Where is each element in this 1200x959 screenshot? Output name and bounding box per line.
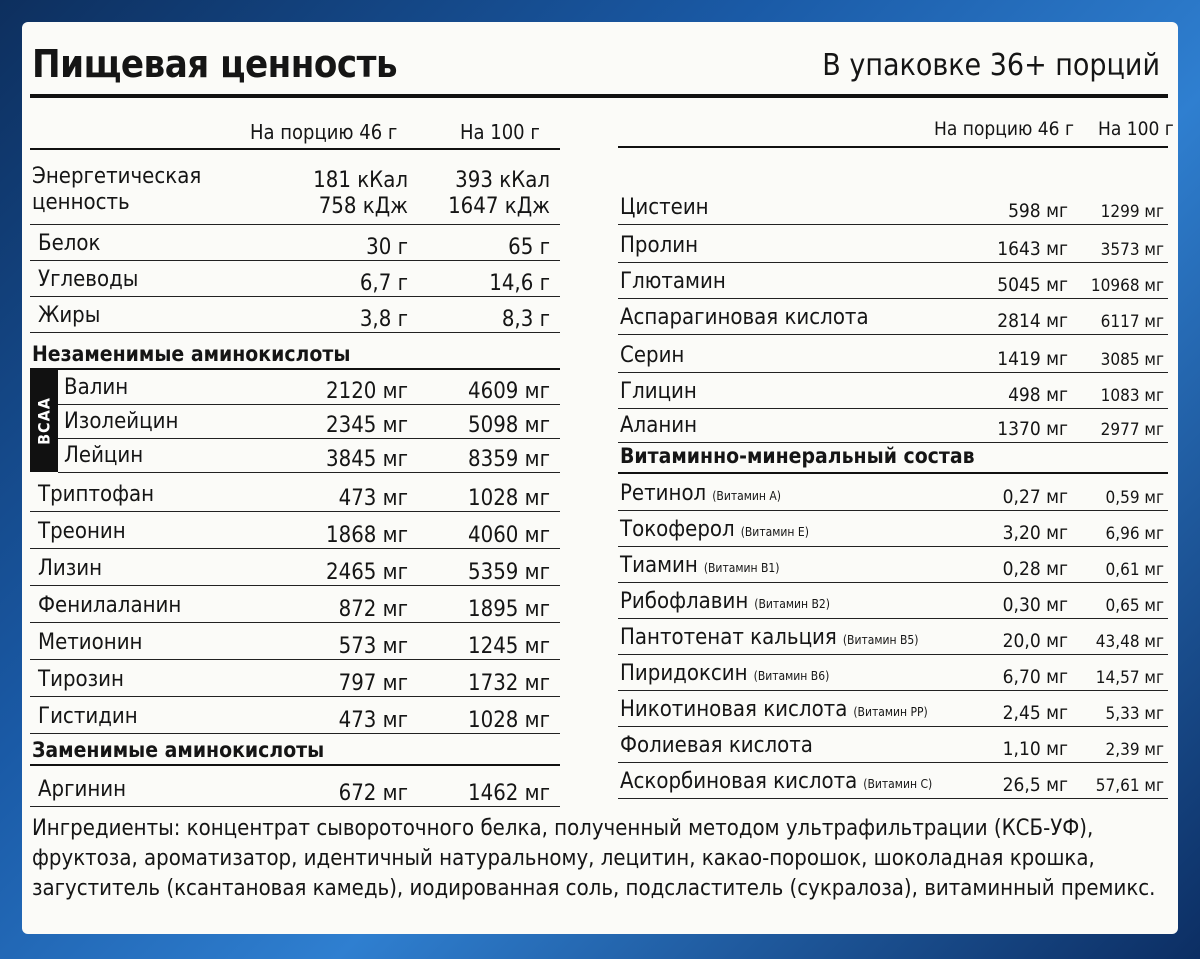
- per-serving-value: 2,45 мг: [1002, 702, 1068, 724]
- vitamin-main-name: Рибофлавин: [620, 589, 749, 614]
- per-100g-value: 1028 мг: [468, 486, 550, 511]
- table-row: [618, 728, 1168, 763]
- nutrient-name: Лейцин: [64, 443, 144, 468]
- vitamin-note: (Витамин В2): [754, 597, 830, 611]
- table-row: [618, 512, 1168, 547]
- table-row: [618, 266, 1168, 299]
- vitamin-note: (Витамин В6): [753, 669, 830, 683]
- per-serving-value: 6,7 г: [359, 271, 408, 296]
- vitamin-note: (Витамин В5): [842, 633, 919, 647]
- vitamin-main-name: Токоферол: [620, 517, 735, 542]
- per-serving-value: 672 мг: [338, 781, 408, 806]
- per-serving-value: 3,8 г: [359, 307, 408, 332]
- nutrient-name: Глицин: [620, 379, 697, 404]
- vitamin-note: (Витамин С): [863, 777, 933, 791]
- per-serving-value: 598 мг: [1008, 200, 1068, 222]
- nutrient-name: Пролин: [620, 233, 699, 258]
- nutrient-name: Углеводы: [38, 267, 139, 292]
- per-100g-value: 0,59 мг: [1105, 488, 1164, 508]
- table-row: [618, 302, 1168, 335]
- vitamin-note: (Витамин А): [712, 489, 781, 503]
- nutrient-name: Лизин: [38, 556, 103, 581]
- per-serving-value: 1370 мг: [997, 418, 1068, 440]
- vitamin-name: [620, 769, 932, 794]
- per-serving-value: 473 мг: [338, 708, 408, 733]
- vitamin-main-name: Фолиевая кислота: [620, 733, 813, 758]
- per-serving-value: 0,30 мг: [1002, 594, 1068, 616]
- per-100g-value: 4609 мг: [468, 379, 550, 404]
- per-serving-value: 2465 мг: [326, 560, 408, 585]
- vitamin-main-name: Тиамин: [620, 553, 698, 578]
- per-100g-value: 5,33 мг: [1105, 704, 1164, 724]
- vitamin-name: [620, 733, 819, 758]
- per-serving-value: 2345 мг: [326, 413, 408, 438]
- energy-kj-serving: 758 кДж: [318, 194, 408, 219]
- per-serving-value: 797 мг: [338, 671, 408, 696]
- per-serving-value: 1643 мг: [997, 238, 1068, 260]
- per-100g-value: 5359 мг: [468, 560, 550, 585]
- nutrient-name: Аланин: [620, 413, 698, 438]
- nutrient-name: Гистидин: [38, 704, 138, 729]
- nutrient-name: Аргинин: [38, 777, 127, 802]
- nutrient-name: Цистеин: [620, 195, 709, 220]
- nutrition-label: [22, 22, 1178, 934]
- table-row: [618, 410, 1168, 443]
- per-serving-value: 0,28 мг: [1002, 558, 1068, 580]
- per-100g-value: 0,65 мг: [1105, 596, 1164, 616]
- per-100g-value: 65 г: [508, 235, 550, 260]
- table-row: [618, 192, 1168, 225]
- vitamin-heading: Витаминно-минеральный состав: [620, 444, 975, 468]
- per-serving-value: 20,0 мг: [1002, 630, 1068, 652]
- nutrient-name: Метионин: [38, 630, 143, 655]
- nutrient-name: Глютамин: [620, 269, 726, 294]
- vitamin-main-name: Пиридоксин: [620, 661, 748, 686]
- table-row: [618, 376, 1168, 409]
- per-serving-value: 3845 мг: [326, 447, 408, 472]
- right-column: [22, 22, 1178, 802]
- nutrient-name: Тирозин: [38, 667, 124, 692]
- vitamin-note: (Витамин В1): [703, 561, 780, 575]
- per-100g-value: 57,61 мг: [1095, 776, 1164, 796]
- vitamin-name: [620, 553, 779, 578]
- per-serving-value: 2814 мг: [997, 310, 1068, 332]
- vitamin-name: [620, 589, 830, 614]
- per-100g-value: 43,48 мг: [1095, 632, 1164, 652]
- per-100g-value: 4060 мг: [468, 523, 550, 548]
- table-row: [618, 476, 1168, 511]
- energy-name-line1: Энергетическая: [32, 164, 202, 189]
- per-100g-value: 14,6 г: [489, 271, 550, 296]
- vitamin-note: (Витамин РР): [853, 705, 928, 719]
- nutrition-title: Пищевая ценность: [32, 42, 398, 86]
- vitamin-note: (Витамин Е): [740, 525, 809, 539]
- per-100g-value: 10968 мг: [1090, 276, 1164, 296]
- table-row: [618, 764, 1168, 799]
- per-100g-value: 1732 мг: [468, 671, 550, 696]
- nonessential-amino-heading: Заменимые аминокислоты: [32, 738, 325, 762]
- per-serving-value: 30 г: [366, 235, 408, 260]
- vitamin-name: [620, 517, 809, 542]
- per-100g-value: 5098 мг: [468, 413, 550, 438]
- per-serving-value: 3,20 мг: [1002, 522, 1068, 544]
- energy-kcal-100g: 393 кКал: [455, 168, 550, 193]
- nutrient-name: Валин: [64, 375, 129, 400]
- energy-name-line2: ценность: [32, 190, 130, 215]
- table-row: [618, 692, 1168, 727]
- table-row: [618, 230, 1168, 263]
- nutrient-name: Жиры: [38, 303, 101, 328]
- right-col-100g-header: На 100 г: [1098, 118, 1174, 140]
- nutrient-name: Триптофан: [38, 482, 155, 507]
- per-100g-value: 1299 мг: [1100, 202, 1164, 222]
- energy-kcal-serving: 181 кКал: [313, 168, 408, 193]
- per-serving-value: 573 мг: [338, 634, 408, 659]
- per-serving-value: 872 мг: [338, 597, 408, 622]
- nutrient-name: Фенилаланин: [38, 593, 182, 618]
- servings-per-pack: В упаковке 36+ порций: [822, 48, 1160, 83]
- vitamin-main-name: Ретинол: [620, 481, 707, 506]
- nutrient-name: Изолейцин: [64, 409, 179, 434]
- per-100g-value: 8,3 г: [501, 307, 550, 332]
- bcaa-label: BCAA: [34, 397, 54, 445]
- left-col-serving-header: На порцию 46 г: [250, 120, 398, 144]
- vitamin-main-name: Никотиновая кислота: [620, 697, 848, 722]
- nutrient-name: Белок: [38, 231, 101, 256]
- per-100g-value: 1462 мг: [468, 781, 550, 806]
- per-serving-value: 2120 мг: [326, 379, 408, 404]
- per-serving-value: 5045 мг: [997, 274, 1068, 296]
- per-serving-value: 473 мг: [338, 486, 408, 511]
- nutrient-name: Серин: [620, 343, 685, 368]
- per-100g-value: 6,96 мг: [1105, 524, 1164, 544]
- table-row: [618, 584, 1168, 619]
- per-100g-value: 1028 мг: [468, 708, 550, 733]
- per-serving-value: 1419 мг: [997, 348, 1068, 370]
- per-100g-value: 3085 мг: [1100, 350, 1164, 370]
- nutrient-name: Аспарагиновая кислота: [620, 305, 869, 330]
- left-col-100g-header: На 100 г: [460, 120, 540, 144]
- vitamin-name: [620, 697, 928, 722]
- per-serving-value: 1,10 мг: [1002, 738, 1068, 760]
- vitamin-main-name: Аскорбиновая кислота: [620, 769, 858, 794]
- nutrient-name: Треонин: [38, 519, 126, 544]
- table-row: [618, 340, 1168, 373]
- per-100g-value: 1895 мг: [468, 597, 550, 622]
- table-row: [618, 548, 1168, 583]
- energy-kj-100g: 1647 кДж: [448, 194, 550, 219]
- right-col-serving-header: На порцию 46 г: [934, 118, 1074, 140]
- per-serving-value: 1868 мг: [326, 523, 408, 548]
- table-row: [618, 656, 1168, 691]
- per-100g-value: 6117 мг: [1100, 312, 1164, 332]
- table-row: [618, 620, 1168, 655]
- per-serving-value: 26,5 мг: [1002, 774, 1068, 796]
- per-100g-value: 0,61 мг: [1105, 560, 1164, 580]
- vitamin-name: [620, 661, 829, 686]
- per-serving-value: 498 мг: [1008, 384, 1068, 406]
- vitamin-heading-rule: [618, 472, 1168, 474]
- per-serving-value: 0,27 мг: [1002, 486, 1068, 508]
- per-100g-value: 14,57 мг: [1095, 668, 1164, 688]
- per-100g-value: 1083 мг: [1100, 386, 1164, 406]
- per-serving-value: 6,70 мг: [1002, 666, 1068, 688]
- per-100g-value: 1245 мг: [468, 634, 550, 659]
- essential-amino-heading: Незаменимые аминокислоты: [32, 342, 351, 366]
- per-100g-value: 3573 мг: [1100, 240, 1164, 260]
- per-100g-value: 8359 мг: [468, 447, 550, 472]
- vitamin-name: [620, 481, 781, 506]
- vitamin-main-name: Пантотенат кальция: [620, 625, 837, 650]
- vitamin-name: [620, 625, 919, 650]
- per-100g-value: 2,39 мг: [1105, 740, 1164, 760]
- ingredients-text: Ингредиенты: концентрат сывороточного белка, полученный методом ультрафильтрации (КСБ-УФ), фруктоза, ароматизатор, идентичный натуральному, лецитин, какао-порошок, шоколадная крошка, загуститель (ксантановая камедь), иодированная соль, подсластитель (сукралоза), витаминный премикс.: [32, 816, 1156, 901]
- per-100g-value: 2977 мг: [1100, 420, 1164, 440]
